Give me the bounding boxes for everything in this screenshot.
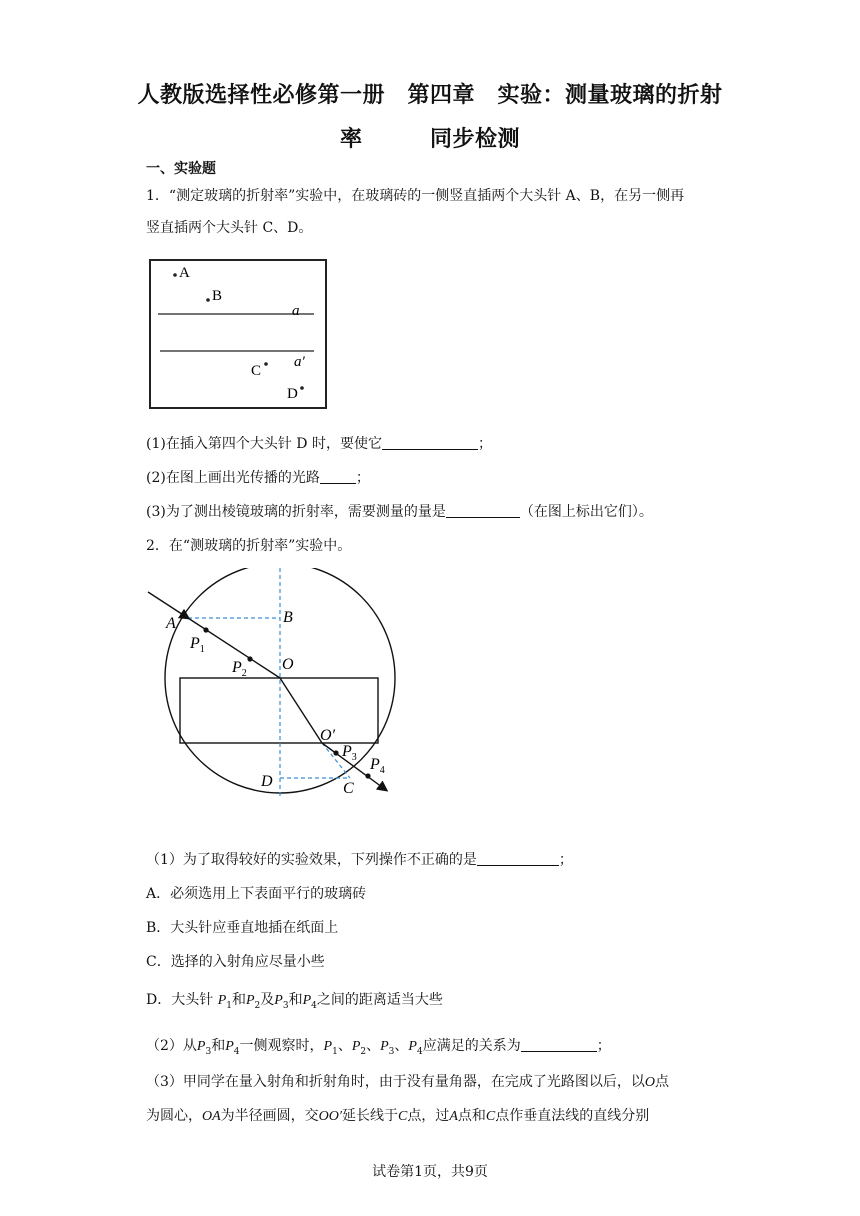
q1-part3-blank[interactable] [446, 503, 520, 518]
q2-part3-oa: OA [202, 1109, 221, 1124]
q2-part1-tail: ； [558, 852, 573, 868]
q2-part2-p3a: P [196, 1039, 206, 1054]
page-footer: 试卷第1页，共9页 [372, 1164, 488, 1180]
q1-pin-b [206, 298, 210, 302]
q2-part3-line2-d: 点，过 [407, 1108, 450, 1124]
q2-part3-a: A [449, 1109, 458, 1124]
q2-part3-line2-e: 点和 [457, 1108, 486, 1124]
q2-label-p4: $P_4$ [370, 756, 385, 776]
q2-option-d-p3: P [274, 993, 283, 1008]
q2-part1-text: （1）为了取得较好的实验效果，下列操作不正确的是 [146, 852, 477, 868]
q2-refracted-ray [280, 678, 322, 743]
q2-label-b: B [283, 609, 293, 626]
q1-part3-tail: （在图上标出它们）。 [519, 504, 653, 520]
q1-stem-line1: 1．“测定玻璃的折射率”实验中，在玻璃砖的一侧竖直插两个大头针 A、B，在另一侧再 [146, 188, 685, 204]
q2-part2-tail: 应满足的关系为 [422, 1038, 521, 1054]
q2-part1-blank[interactable] [477, 851, 559, 866]
q2-part2-blank[interactable] [521, 1037, 597, 1052]
q2-part3-oo: OO′ [318, 1109, 342, 1124]
q2-label-p3: $P_3$ [342, 743, 357, 763]
q2-part2-sep2: 、 [366, 1038, 381, 1054]
q2-label-o: O [282, 656, 294, 673]
q1-part3 [146, 502, 653, 522]
q2-option-d-and3: 和 [288, 992, 303, 1008]
q2-option-d-prefix: D．大头针 [146, 992, 218, 1008]
q2-label-o-prime: O′ [320, 727, 336, 744]
q2-label-d: D [261, 773, 273, 790]
q2-part2-p4a: P [225, 1039, 234, 1054]
q2-part3-line1-b: 点 [655, 1074, 670, 1090]
q2-glass-block [180, 678, 378, 743]
q2-label-p2: $P_2$ [232, 659, 247, 679]
page-title-line1: 人教版选择性必修第一册 第四章 实验：测量玻璃的折射 [137, 83, 723, 108]
q2-option-d: D．大头针 $P_1$和$P_2$及$P_3$和$P_4$之间的距离适当大些 [146, 992, 443, 1011]
q2-part3-line1-a: （3）甲同学在量入射角和折射角时，由于没有量角器，在完成了光路图以后，以 [146, 1074, 645, 1090]
q2-part2-p4: P [408, 1039, 417, 1054]
q2-part2-and: 和 [211, 1038, 226, 1054]
q1-pin-d [300, 386, 304, 390]
q2-option-d-p1: P [217, 993, 227, 1008]
q2-pin-p4 [365, 773, 370, 778]
q1-part1 [146, 434, 492, 454]
q2-part2-sep3: 、 [394, 1038, 409, 1054]
q2-part3-line2-f: 点作垂直法线的直线分别 [495, 1108, 650, 1124]
q1-label-d: D [287, 386, 298, 402]
q2-part1 [146, 850, 573, 870]
q1-part1-tail: ； [477, 436, 492, 452]
q1-figure-frame [150, 260, 326, 408]
q2-part3-c2: C [485, 1109, 496, 1124]
q1-pin-c [264, 362, 268, 366]
q2-part3-o: O [644, 1075, 656, 1090]
q2-pin-p3 [333, 750, 338, 755]
q2-part2-end: ； [596, 1038, 611, 1054]
q2-label-p3-p: P [342, 743, 352, 760]
q1-part2-text: (2)在图上画出光传播的光路 [146, 470, 320, 486]
q1-part2 [146, 468, 370, 488]
q1-label-b: B [212, 288, 223, 304]
q2-label-p1-p: P [190, 635, 200, 652]
q1-label-a: A [179, 265, 190, 281]
q2-part3-c: C [397, 1109, 408, 1124]
q2-part3-line2-a: 为圆心， [146, 1108, 202, 1124]
q2-label-a: A [166, 615, 176, 632]
q1-part2-blank[interactable] [320, 469, 356, 484]
q1-part1-text: (1)在插入第四个大头针 D 时，要使它 [146, 436, 382, 452]
page-title-line2: 率 同步检测 [339, 127, 520, 152]
q2-part2-mid: 一侧观察时， [239, 1038, 324, 1054]
q2-label-p1: $P_1$ [190, 635, 205, 655]
q2-option-c: C．选择的入射角应尽量小些 [146, 954, 325, 970]
q1-figure [146, 256, 332, 412]
q1-part3-text: (3)为了测出棱镜玻璃的折射率，需要测量的量是 [146, 504, 446, 520]
section-heading: 一、实验题 [146, 161, 216, 177]
q2-part2-sep1: 、 [337, 1038, 352, 1054]
q2-option-a: A．必须选用上下表面平行的玻璃砖 [146, 886, 367, 902]
q2-label-c: C [343, 780, 354, 797]
q2-option-d-p4: P [302, 993, 312, 1008]
q2-label-p4-p: P [370, 756, 380, 773]
q2-stem: 2．在“测玻璃的折射率”实验中。 [146, 538, 352, 554]
q2-part3-line1 [146, 1072, 669, 1093]
q2-pin-p1 [203, 627, 208, 632]
q2-part2: （2）从$P_3$和$P_4$一侧观察时，$P_1$、$P_2$、$P_3$、$P_4$应满足的关系为 ； [146, 1038, 611, 1057]
q1-part2-tail: ； [355, 470, 370, 486]
q1-stem-line2: 竖直插两个大头针 C、D。 [146, 220, 313, 236]
q2-pin-p2 [247, 656, 252, 661]
q1-label-line-a: a [292, 303, 300, 319]
q1-pin-a [173, 273, 177, 277]
q2-part3-line2 [146, 1106, 649, 1127]
q2-part2-p2: P [351, 1039, 361, 1054]
q2-option-b: B．大头针应垂直地插在纸面上 [146, 920, 339, 936]
q1-part1-blank[interactable] [382, 435, 478, 450]
q2-option-d-tail: 之间的距离适当大些 [316, 992, 443, 1008]
q2-part3-line2-c: 延长线于 [341, 1108, 398, 1124]
q1-label-c: C [251, 363, 262, 379]
q2-figure [140, 568, 400, 806]
q2-option-d-and2: 及 [260, 992, 275, 1008]
q2-part2-p1: P [323, 1039, 333, 1054]
q2-part2-prefix: （2）从 [146, 1038, 197, 1054]
q2-part2-p3: P [380, 1039, 389, 1054]
q2-option-d-and: 和 [231, 992, 246, 1008]
q2-part3-line2-b: 为半径画圆，交 [220, 1108, 319, 1124]
q2-option-d-p2: P [245, 993, 255, 1008]
q1-label-line-a2: a′ [294, 354, 305, 370]
q2-label-p2-p: P [232, 659, 242, 676]
